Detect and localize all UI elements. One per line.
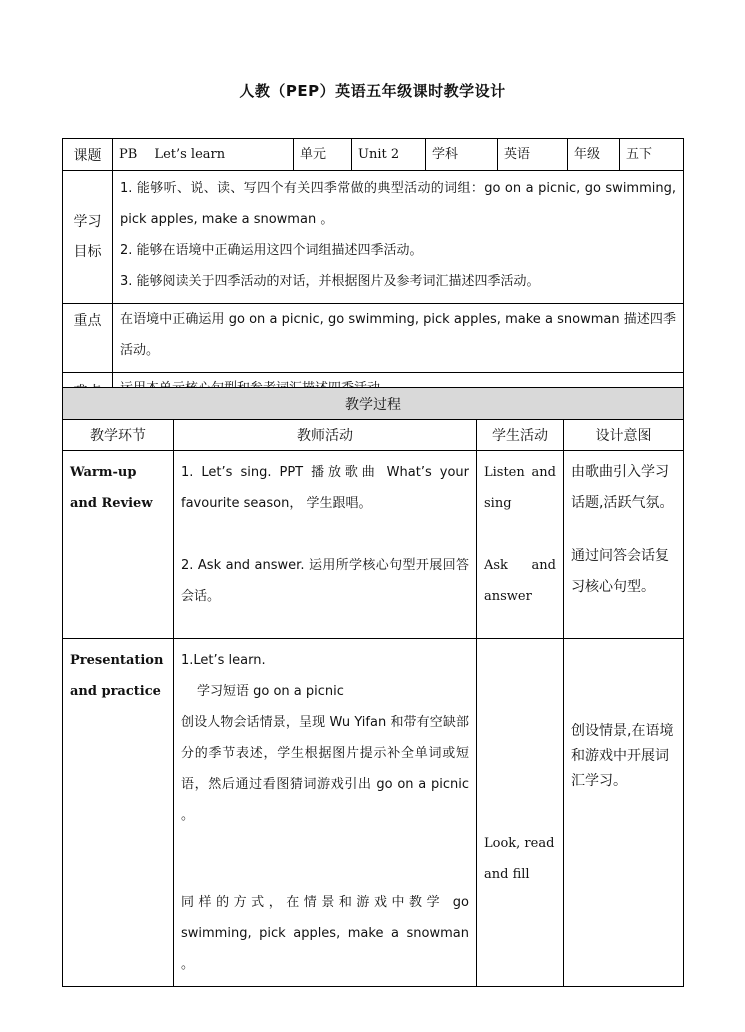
- student-activity-1: Listen and sing: [484, 465, 556, 511]
- subject-label: 学科: [426, 139, 498, 171]
- stage-line: Warm-up: [70, 465, 137, 480]
- design-intent: 创设情景,在语境和游戏中开展词汇学习。: [571, 723, 674, 789]
- objectives-list: [113, 171, 684, 304]
- unit-label: 单元: [294, 139, 352, 171]
- teacher-activity-warmup: [174, 451, 477, 639]
- process-table: [62, 387, 684, 987]
- lesson-value: PB Let’s learn: [113, 139, 294, 171]
- student-activity-warmup: [477, 451, 564, 639]
- design-intent-1: 由歌曲引入学习话题,活跃气氛。: [571, 464, 674, 511]
- objective-item: 2. 能够在语境中正确运用这四个词组描述四季活动。: [120, 243, 423, 258]
- column-header: 教师活动: [174, 420, 477, 451]
- teacher-activity-1: 1. Let’s sing. PPT 播放歌曲 What’s your favourite season， 学生跟唱。: [181, 465, 469, 511]
- objective-item: 1. 能够听、说、读、写四个有关四季常做的典型活动的词组：go on a picnic, go swimming, pick apples, make a snowman 。: [120, 181, 676, 227]
- column-header: 学生活动: [477, 420, 564, 451]
- stage-presentation: [63, 639, 174, 987]
- grade-label: 年级: [568, 139, 620, 171]
- design-intent-presentation: [564, 639, 684, 987]
- teacher-activity-title: 1.Let’s learn.: [181, 653, 266, 668]
- stage-line: and practice: [70, 684, 161, 699]
- student-activity-2: Ask and answer: [484, 558, 556, 604]
- design-intent-warmup: [564, 451, 684, 639]
- objectives-label: [63, 171, 113, 304]
- design-intent-2: 通过问答会话复习核心句型。: [571, 548, 669, 595]
- column-header: 设计意图: [564, 420, 684, 451]
- stage-line: and Review: [70, 496, 153, 511]
- student-activity-presentation: [477, 639, 564, 987]
- stage-warmup: [63, 451, 174, 639]
- grade-value: 五下: [620, 139, 684, 171]
- lesson-label: 课题: [63, 139, 113, 171]
- lesson-info-table: [62, 138, 684, 411]
- teacher-activity-2: 2. Ask and answer. 运用所学核心句型开展回答会话。: [181, 558, 469, 604]
- student-activity: Look, read and fill: [484, 836, 555, 882]
- column-header: 教学环节: [63, 420, 174, 451]
- key-points-text: 在语境中正确运用 go on a picnic, go swimming, pick apples, make a snowman 描述四季活动。: [113, 304, 684, 373]
- teacher-activity-presentation: [174, 639, 477, 987]
- teacher-activity-sub: 学习短语 go on a picnic: [197, 684, 344, 699]
- unit-value: Unit 2: [352, 139, 426, 171]
- objective-item: 3. 能够阅读关于四季活动的对话，并根据图片及参考词汇描述四季活动。: [120, 274, 540, 289]
- objectives-label-line2: 目标: [73, 244, 102, 260]
- teacher-activity-body: 创设人物会话情景，呈现 Wu Yifan 和带有空缺部分的季节表述，学生根据图片提示补全单词或短语，然后通过看图猜词游戏引出 go on a picnic 。: [181, 715, 469, 823]
- document-title: 人教（PEP）英语五年级课时教学设计: [239, 82, 506, 100]
- objectives-label-line1: 学习: [73, 214, 102, 230]
- subject-value: 英语: [498, 139, 568, 171]
- process-header: 教学过程: [63, 388, 684, 420]
- stage-line: Presentation: [70, 653, 164, 668]
- key-points-label: 重点: [63, 304, 113, 373]
- teacher-activity-more: 同样的方式，在情景和游戏中教学 go swimming, pick apples, make a snowman 。: [181, 895, 469, 972]
